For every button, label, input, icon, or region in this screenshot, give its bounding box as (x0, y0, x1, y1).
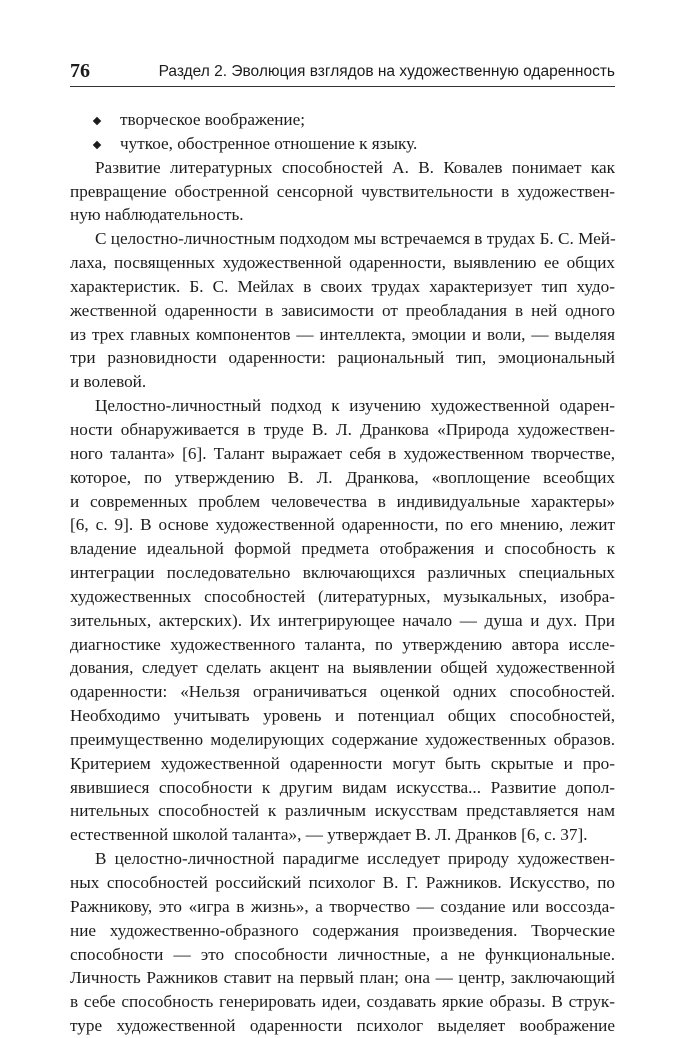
text-line: владение идеальной формой предмета отображения и способность к (70, 539, 615, 559)
text-line: интеграции последовательно включающихся различных специальных (70, 563, 615, 583)
text-line: зительных, актерских). Их интегрирующее начало — душа и дух. При (70, 610, 615, 630)
bullet-text: творческое воображение; (120, 110, 306, 129)
text-line: ных способностей российский психолог В. Г. Ражников. Искусство, по (70, 873, 615, 892)
text-line: С целостно-личностным подходом мы встречаемся в трудах Б. С. Мей- (95, 229, 616, 249)
paragraph-meilakh (70, 227, 615, 394)
paragraph-drankov (70, 394, 615, 847)
text-line: ности обнаруживается в труде В. Л. Дранкова «Природа художествен- (70, 419, 615, 439)
page-body (70, 108, 615, 1038)
paragraph-kovalev (70, 156, 615, 228)
text-line: явившиеся способности к другим видам искусства... Развитие допол- (70, 777, 615, 797)
section-title: Раздел 2. Эволюция взглядов на художественную одаренность (158, 63, 615, 80)
text-line: туре художественной одаренности психолог выделяет воображение (70, 1016, 615, 1036)
text-line: Необходимо учитывать уровень и потенциал общих способностей, (70, 706, 615, 726)
text-line: способности — это способности личностные, а не функциональные. (70, 944, 615, 964)
text-line: лаха, посвященных художественной одаренности, выявлению ее общих (70, 253, 615, 273)
text-line: нительных способностей к различным искусствам представляется нам (70, 801, 615, 821)
text-line: преимущественно моделирующих содержание художественных образов. (70, 729, 615, 749)
text-line: [6, с. 9]. В основе художественной одаренности, по его мнению, лежит (70, 515, 615, 535)
text-line: одаренности: «Нельзя ограничиваться оценкой одних способностей. (70, 682, 615, 702)
text-line: и волевой. (70, 372, 147, 392)
text-line: Критерием художественной одаренности могут быть скрытые и про- (70, 753, 615, 773)
text-line: диагностике художественного таланта, по утверждению автора иссле- (70, 634, 615, 654)
header-rule (70, 86, 615, 87)
text-line: Ражникову, это «игра в жизнь», а творчество — создание или воссозда- (70, 896, 615, 916)
text-line: естественной школой таланта», — утверждает В. Л. Дранков [6, с. 37]. (70, 825, 588, 845)
text-line: ную наблюдательность. (70, 205, 244, 225)
diamond-bullet-icon (93, 141, 101, 149)
text-line: Целостно-личностный подход к изучению художественной одарен- (95, 396, 615, 416)
bullet-item (70, 108, 615, 132)
bullet-text: чуткое, обостренное отношение к языку. (120, 133, 418, 153)
bullet-item (70, 132, 615, 156)
text-line: Личность Ражников ставит на первый план; она — центр, заключающий (70, 968, 615, 988)
text-line: ние художественно-образного содержания произведения. Творческие (70, 920, 615, 940)
running-head (70, 60, 615, 82)
text-line: в себе способность генерировать идеи, создавать яркие образы. В струк- (70, 992, 615, 1012)
text-line: дования, следует сделать акцент на выявлении общей художественной (70, 658, 615, 678)
text-line: из трех главных компонентов — интеллекта, эмоции и воли, — выделяя (70, 324, 615, 344)
text-line: три разновидности одаренности: рациональный тип, эмоциональный (70, 348, 615, 368)
text-line: ного таланта» [6]. Талант выражает себя в художественном творчестве, (70, 443, 615, 463)
text-line: которое, по утверждению В. Л. Дранкова, «воплощение всеобщих (70, 467, 615, 487)
page-number: 76 (70, 60, 90, 82)
paragraph-razhnikov (70, 847, 615, 1038)
diamond-bullet-icon (93, 117, 101, 125)
text-line: жественной одаренности в зависимости от преобладания в ней одного (70, 300, 615, 320)
text-line: художественных способностей (литературных, музыкальных, изобра- (70, 586, 615, 606)
bullet-list (70, 108, 615, 156)
text-line: Развитие литературных способностей А. В. Ковалев понимает как (95, 157, 615, 177)
text-line: превращение обостренной сенсорной чувствительности в художествен- (70, 181, 615, 201)
book-page (70, 0, 616, 1036)
text-line: характеристик. Б. С. Мейлах в своих трудах характеризует тип худо- (70, 276, 615, 296)
text-line: и современных проблем человечества в индивидуальные характеры» (70, 491, 615, 511)
text-line: В целостно-личностной парадигме исследует природу художествен- (95, 849, 615, 869)
